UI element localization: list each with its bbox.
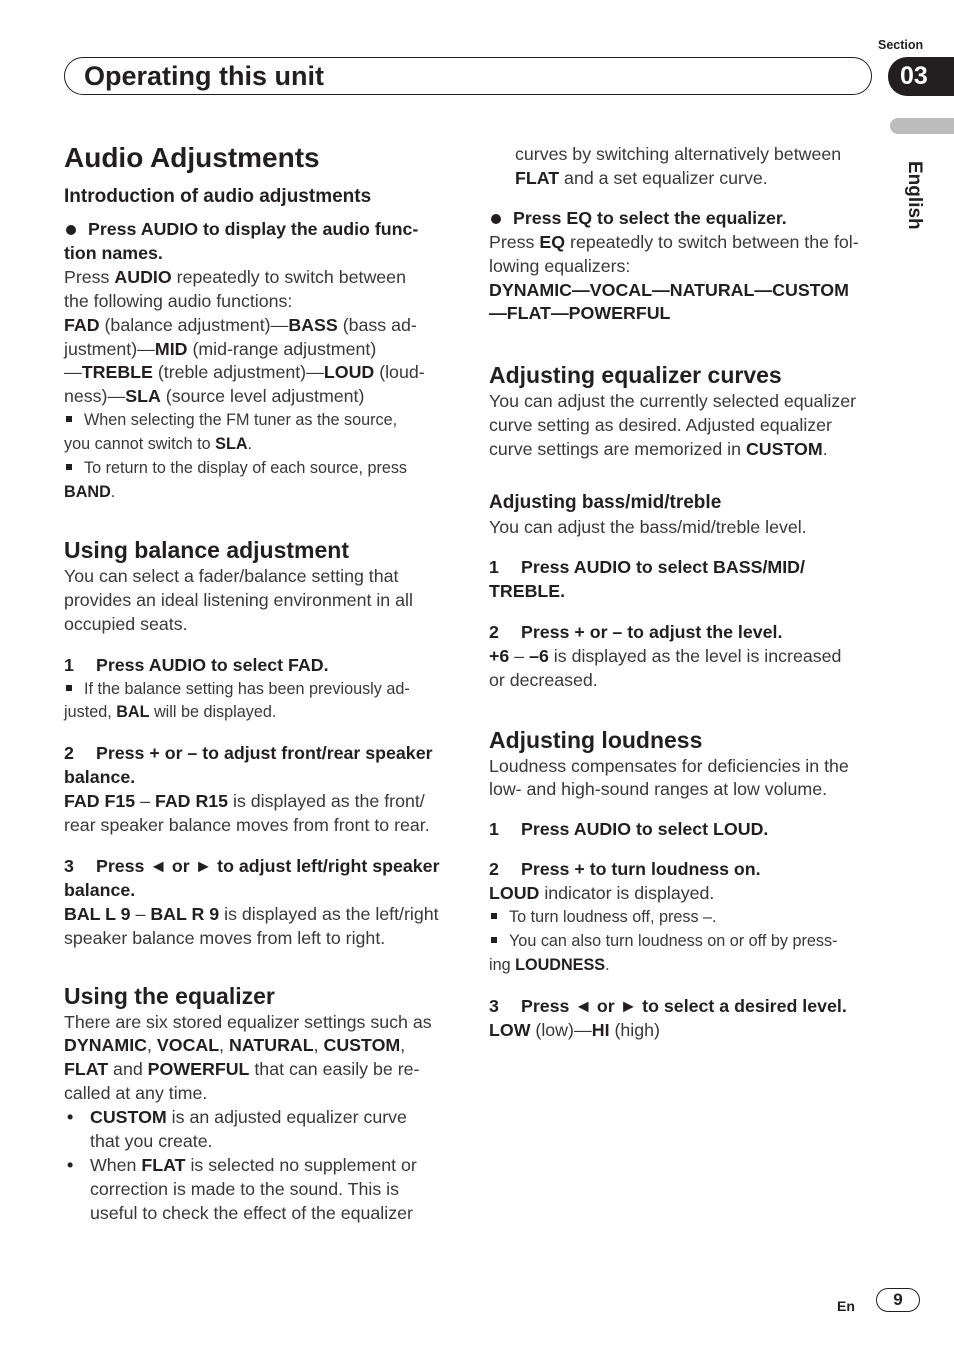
- intro-text: Press AUDIO repeatedly to switch between: [64, 266, 406, 287]
- left-column: [64, 140, 454, 1226]
- eq-chain: DYNAMIC—VOCAL—NATURAL—CUSTOM: [489, 279, 849, 300]
- list-item: • When FLAT is selected no supplement or correction is made to the sound. This is useful to check the effect of the equalizer: [64, 1154, 454, 1226]
- note-square-icon: [491, 937, 497, 943]
- intro-text: justment)—MID (mid-range adjustment): [64, 338, 377, 359]
- section-number-badge: 03: [888, 57, 954, 96]
- balance-text: BAL L 9 – BAL R 9 is displayed as the left/right: [64, 903, 439, 924]
- equalizer-heading: Using the equalizer: [64, 982, 275, 1009]
- note-square-icon: [66, 416, 72, 422]
- note: When selecting the FM tuner as the source,: [64, 409, 454, 433]
- note: If the balance setting has been previously ad-: [64, 678, 454, 702]
- language-label: English: [904, 161, 925, 230]
- loudness-text: LOW (low)—HI (high): [489, 1019, 660, 1040]
- bullet-icon: [491, 214, 501, 224]
- main-title: Audio Adjustments: [64, 142, 320, 173]
- balance-heading: Using balance adjustment: [64, 536, 350, 563]
- intro-text: —TREBLE (treble adjustment)—LOUD (loud-: [64, 362, 425, 383]
- curves-text: curve settings are memorized in CUSTOM.: [489, 439, 828, 460]
- balance-text: rear speaker balance moves from front to rear.: [64, 815, 430, 836]
- equalizer-text: FLAT and POWERFUL that can easily be re-: [64, 1059, 420, 1080]
- note-square-icon: [66, 464, 72, 470]
- step-2-cont: balance.: [64, 767, 136, 788]
- intro-text: FAD (balance adjustment)—BASS (bass ad-: [64, 314, 417, 335]
- bmt-text: +6 – –6 is displayed as the level is increased: [489, 645, 842, 666]
- eq-text: lowing equalizers:: [489, 255, 631, 276]
- equalizer-text: called at any time.: [64, 1083, 208, 1104]
- intro-text: the following audio functions:: [64, 290, 293, 311]
- curves-heading: Adjusting equalizer curves: [489, 362, 782, 389]
- step-1: 1 Press AUDIO to select BASS/MID/: [489, 556, 805, 577]
- balance-text: provides an ideal listening environment in all: [64, 589, 413, 610]
- balance-text: speaker balance moves from left to right.: [64, 927, 386, 948]
- balance-text: occupied seats.: [64, 613, 188, 634]
- bmt-text: You can adjust the bass/mid/treble level.: [489, 517, 807, 538]
- intro-step: Press AUDIO to display the audio func-: [64, 218, 454, 242]
- step-2: 2 Press + to turn loudness on.: [489, 859, 761, 880]
- step-1-cont: TREBLE.: [489, 580, 566, 601]
- bullet-icon: [66, 225, 76, 235]
- equalizer-text-cont: FLAT and a set equalizer curve.: [515, 167, 768, 188]
- bmt-text: or decreased.: [489, 669, 598, 690]
- step-2: 2 Press + or – to adjust front/rear speaker: [64, 743, 433, 764]
- step-3: 3 Press ◄ or ► to select a desired level.: [489, 995, 847, 1016]
- intro-text: ness)—SLA (source level adjustment): [64, 386, 365, 407]
- loudness-text: Loudness compensates for deficiencies in the: [489, 755, 849, 776]
- balance-text: FAD F15 – FAD R15 is displayed as the front/: [64, 791, 425, 812]
- step-2: 2 Press + or – to adjust the level.: [489, 621, 783, 642]
- equalizer-text: DYNAMIC, VOCAL, NATURAL, CUSTOM,: [64, 1035, 406, 1056]
- step-3-cont: balance.: [64, 879, 136, 900]
- note: To turn loudness off, press –.: [489, 906, 879, 930]
- right-column: [489, 143, 879, 1043]
- language-tab: [890, 118, 954, 134]
- note: You can also turn loudness on or off by press-: [489, 930, 879, 954]
- note: ing LOUDNESS.: [489, 955, 610, 974]
- eq-text: Press EQ repeatedly to switch between the fol-: [489, 231, 859, 252]
- intro-step-cont: tion names.: [64, 242, 163, 263]
- section-label: Section: [878, 38, 924, 52]
- curves-text: You can adjust the currently selected equalizer: [489, 391, 857, 412]
- note: justed, BAL will be displayed.: [64, 703, 277, 722]
- note: you cannot switch to SLA.: [64, 435, 253, 454]
- loudness-text: low- and high-sound ranges at low volume.: [489, 779, 828, 800]
- page-number: 9: [876, 1288, 920, 1312]
- curves-text: curve setting as desired. Adjusted equalizer: [489, 415, 832, 436]
- list-item: • CUSTOM is an adjusted equalizer curve that you create.: [64, 1106, 454, 1154]
- note-square-icon: [491, 913, 497, 919]
- intro-heading: Introduction of audio adjustments: [64, 186, 372, 207]
- step-1: 1 Press AUDIO to select FAD.: [64, 654, 329, 675]
- loudness-text: LOUD indicator is displayed.: [489, 883, 715, 904]
- equalizer-text-cont: curves by switching alternatively between: [515, 144, 842, 164]
- step-1: 1 Press AUDIO to select LOUD.: [489, 819, 769, 840]
- bmt-heading: Adjusting bass/mid/treble: [489, 492, 722, 514]
- note: BAND.: [64, 482, 116, 501]
- step-3: 3 Press ◄ or ► to adjust left/right speaker: [64, 855, 440, 876]
- note-square-icon: [66, 685, 72, 691]
- equalizer-bullets: [64, 1106, 454, 1226]
- note: To return to the display of each source, press: [64, 457, 454, 481]
- eq-chain: —FLAT—POWERFUL: [489, 303, 671, 324]
- loudness-heading: Adjusting loudness: [489, 726, 703, 753]
- eq-step: Press EQ to select the equalizer.: [489, 207, 879, 231]
- equalizer-text: There are six stored equalizer settings such as: [64, 1011, 432, 1032]
- page-title: Operating this unit: [84, 61, 324, 91]
- footer-language-code: En: [837, 1298, 855, 1314]
- balance-text: You can select a fader/balance setting that: [64, 565, 399, 586]
